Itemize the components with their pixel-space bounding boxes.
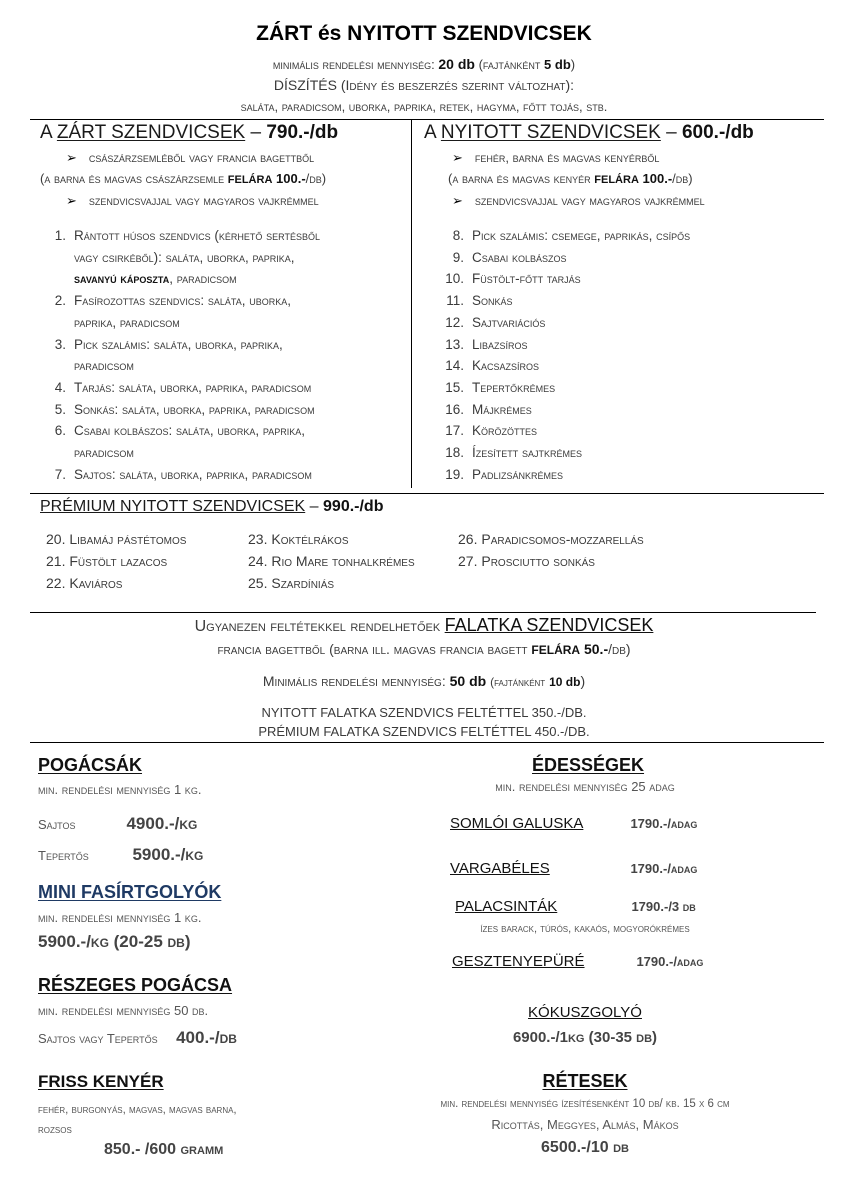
edessegek-min: min. rendelési mennyiség 25 adag bbox=[495, 779, 675, 794]
list-item: 24. Rio Mare tonhalkrémes bbox=[248, 553, 415, 569]
kenyer-price: 850.- /600 gramm bbox=[104, 1141, 224, 1158]
closed-bread: ➢ császárzsemléből vagy francia bagettből bbox=[66, 150, 314, 166]
list-item: 5. Sonkás: saláta, uborka, paprika, paradicsom bbox=[54, 401, 315, 417]
retesek-price: 6500.-/10 db bbox=[541, 1139, 629, 1156]
divider-premium bbox=[30, 493, 824, 494]
list-item: 13. Libazsíros bbox=[445, 336, 528, 352]
list-item: 20. Libamáj pástétomos bbox=[46, 531, 187, 547]
open-bread: ➢ fehér, barna és magvas kenyérből bbox=[452, 150, 659, 166]
closed-spread: ➢ szendvicsvajjal vagy magyaros vajkrémmel bbox=[66, 193, 319, 209]
divider-bottom bbox=[30, 742, 824, 743]
list-item: 9. Csabai kolbászos bbox=[452, 249, 567, 265]
list-item: 12. Sajtvariációs bbox=[445, 314, 546, 330]
list-item: 17. Körözöttes bbox=[445, 423, 538, 439]
list-item: 16. Májkrémes bbox=[445, 401, 532, 417]
list-item: 19. Padlizsánkrémes bbox=[445, 466, 564, 482]
reszeges-heading: RÉSZEGES POGÁCSA bbox=[38, 975, 233, 995]
list-item: 4. Tarjás: saláta, uborka, paprika, paradicsom bbox=[54, 379, 312, 395]
list-item: 22. Kaviáros bbox=[46, 575, 123, 591]
falatka-heading: Ugyanezen feltétekkel rendelhetőek FALATKA SZENDVICSEK bbox=[194, 615, 654, 635]
list-item: 27. Prosciutto sonkás bbox=[458, 553, 595, 569]
closed-list: 1. Rántott húsos szendvics (kérhető sertésből vagy csirkéből): saláta, uborka, paprika, savanyú káposzta, paradicsom 2. Fasírozottas szendvics: saláta, uborka, paprika, paradicsom 3. Pick szalámis: saláta, uborka, paprika, paradicsom 4. Tarjás: saláta, uborka, paprika, paradicsom 5. Sonkás: saláta, uborka, paprika, paradicsom 6. Csabai kolbászos: saláta, uborka, paprika, paradicsom 7. Sajtos: saláta, uborka, paprika, paradicsom bbox=[38, 225, 408, 485]
reszeges-min: min. rendelési mennyiség 50 db. bbox=[38, 1003, 209, 1018]
retesek-heading: RÉTESEK bbox=[542, 1071, 628, 1091]
kokusz-price: 6900.-/1kg (30-35 db) bbox=[512, 1029, 658, 1046]
list-item: 14. Kacsazsíros bbox=[445, 358, 540, 374]
dessert-item: PALACSINTÁK 1790.-/3 db bbox=[455, 898, 696, 915]
reszeges-row: Sajtos vagy Tepertős 400.-/db bbox=[38, 1028, 237, 1047]
decor-label: DÍSZÍTÉS (Idény és beszerzés szerint változhat): bbox=[273, 77, 575, 93]
open-spread: ➢ szendvicsvajjal vagy magyaros vajkrémmel bbox=[452, 193, 705, 209]
divider-falatka bbox=[30, 612, 816, 613]
premium-heading: PRÉMIUM NYITOTT SZENDVICSEK – 990.-/db bbox=[40, 498, 384, 515]
retesek-flavors: Ricottás, Meggyes, Almás, Mákos bbox=[491, 1117, 679, 1132]
list-item: 8. Pick szalámis: csemege, paprikás, csípős bbox=[452, 228, 691, 243]
list-item: 2. Fasírozottas szendvics: saláta, uborka, bbox=[54, 293, 291, 309]
pogacsak-min: min. rendelési mennyiség 1 kg. bbox=[38, 782, 202, 797]
premium-col-2 bbox=[248, 528, 415, 594]
kokusz-heading: KÓKUSZGOLYÓ bbox=[528, 1004, 642, 1021]
closed-heading: A ZÁRT SZENDVICSEK – 790.-/db bbox=[40, 122, 339, 143]
fasirt-heading: MINI FASÍRTGOLYÓK bbox=[38, 882, 222, 902]
divider-top bbox=[30, 119, 824, 120]
fasirt-price: 5900.-/kg (20-25 db) bbox=[38, 932, 191, 951]
dessert-item: VARGABÉLES 1790.-/adag bbox=[450, 860, 698, 877]
list-item: 1. Rántott húsos szendvics (kérhető sertésből bbox=[54, 228, 320, 243]
dessert-item: GESZTENYEPÜRÉ 1790.-/adag bbox=[452, 953, 704, 970]
list-item: 10. Füstölt-főtt tarjás bbox=[445, 271, 581, 287]
page-title: ZÁRT és NYITOTT SZENDVICSEK bbox=[256, 22, 592, 45]
palacsinta-note: ízes barack, túrós, kakaós, mogyorókrémes bbox=[480, 923, 690, 935]
list-item: 11. Sonkás bbox=[446, 293, 513, 309]
list-item: 23. Koktélrákos bbox=[248, 531, 349, 547]
premium-col-1 bbox=[46, 528, 186, 594]
edessegek-heading: ÉDESSÉGEK bbox=[532, 755, 645, 775]
list-item: 3. Pick szalámis: saláta, uborka, paprika, bbox=[54, 336, 283, 352]
list-item: 25. Szardíniás bbox=[248, 575, 335, 591]
list-item: 6. Csabai kolbászos: saláta, uborka, paprika, bbox=[54, 423, 305, 439]
pogacsak-row: Tepertős 5900.-/kg bbox=[38, 845, 204, 864]
decor-items: saláta, paradicsom, uborka, paprika, retek, hagyma, főtt tojás, stb. bbox=[240, 99, 608, 114]
retesek-min: min. rendelési mennyiség ízesítésenként 10 db/ kb. 15 x 6 cm bbox=[440, 1098, 730, 1110]
pogacsak-row: Sajtos 4900.-/kg bbox=[38, 814, 198, 833]
open-heading: A NYITOTT SZENDVICSEK – 600.-/db bbox=[424, 122, 754, 143]
list-item: 18. Ízesített sajtkrémes bbox=[445, 445, 583, 461]
list-item: 7. Sajtos: saláta, uborka, paprika, paradicsom bbox=[54, 466, 312, 482]
list-item: 21. Füstölt lazacos bbox=[46, 553, 168, 569]
pogacsak-heading: POGÁCSÁK bbox=[38, 755, 143, 775]
open-list bbox=[440, 225, 820, 485]
min-order-line: minimális rendelési mennyiség: 20 db (fajtánként 5 db) bbox=[272, 56, 576, 72]
fasirt-min: min. rendelési mennyiség 1 kg. bbox=[38, 910, 202, 925]
list-item: 15. Tepertőkrémes bbox=[445, 379, 556, 395]
dessert-item: SOMLÓI GALUSKA 1790.-/adag bbox=[450, 815, 698, 832]
list-item: 26. Paradicsomos-mozzarellás bbox=[458, 531, 644, 547]
open-extra: (a barna és magvas kenyér FELÁRA 100.-/db) bbox=[448, 171, 693, 186]
divider-vertical bbox=[411, 120, 412, 488]
falatka-min: Minimális rendelési mennyiség: 50 db (fajtánként 10 db) bbox=[262, 673, 586, 689]
falatka-bread: francia bagettből (barna ill. magvas francia bagett FELÁRA 50.-/db) bbox=[217, 641, 631, 657]
premium-col-3 bbox=[458, 528, 644, 572]
kenyer-heading: FRISS KENYÉR bbox=[38, 1072, 164, 1091]
closed-extra: (a barna és magvas császárzsemle FELÁRA 100.-/db) bbox=[40, 171, 327, 186]
falatka-open-line: NYITOTT FALATKA SZENDVICS FELTÉTTEL 350.-/DB. bbox=[261, 705, 587, 720]
kenyer-desc: fehér, burgonyás, magvas, magvas barna, rozsos bbox=[38, 1104, 237, 1136]
falatka-premium-line: PRÉMIUM FALATKA SZENDVICS FELTÉTTEL 450.-/DB. bbox=[258, 724, 590, 739]
